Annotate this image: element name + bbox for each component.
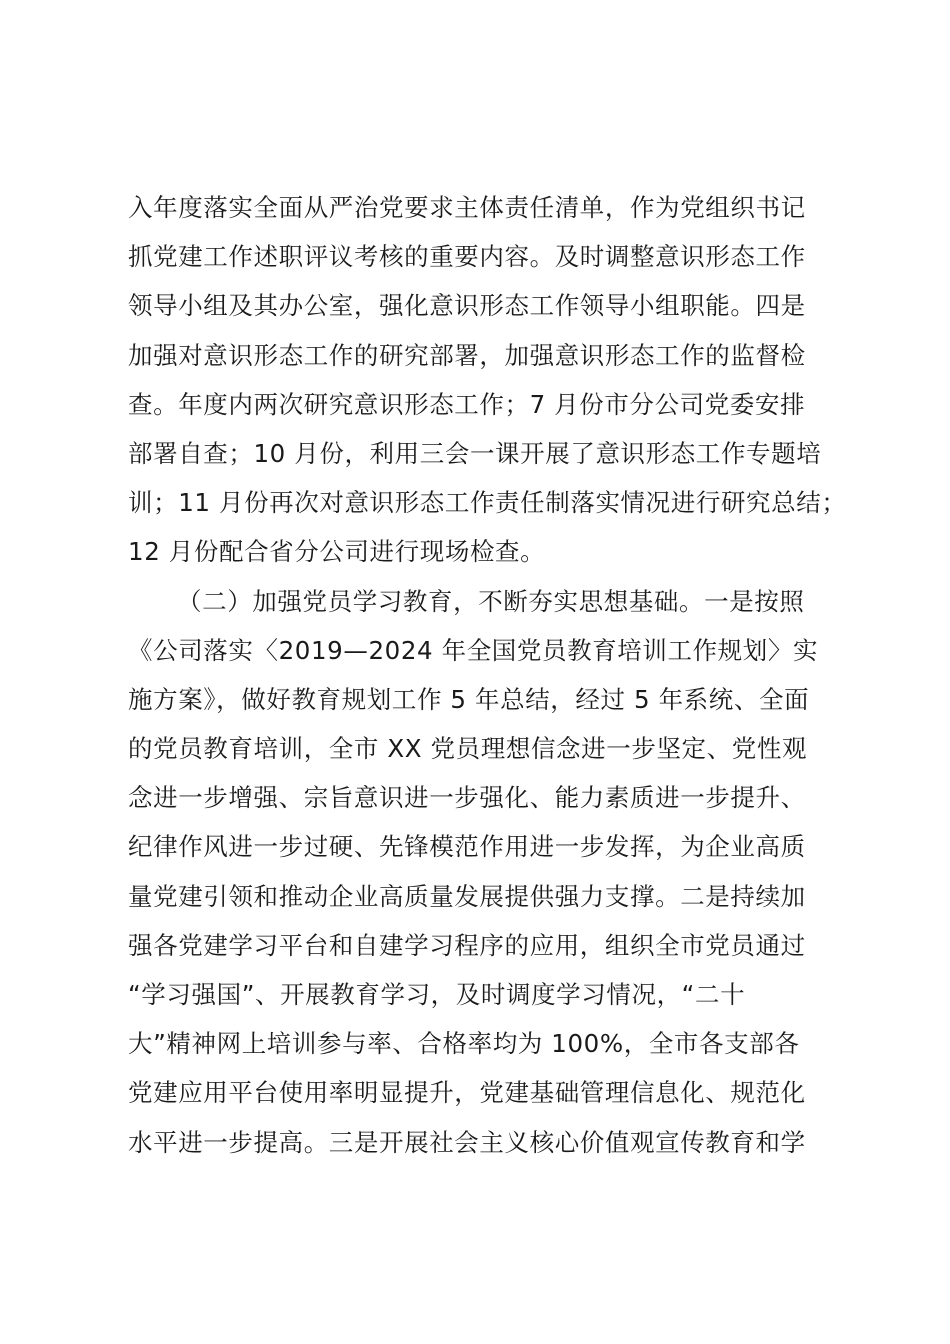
text-line: 入年度落实全面从严治党要求主体责任清单，作为党组织书记: [128, 193, 806, 222]
text-line: 念进一步增强、宗旨意识进一步强化、能力素质进一步提升、: [128, 783, 806, 813]
text-line: 水平进一步提高。三是开展社会主义核心价值观宣传教育和学: [128, 1127, 806, 1157]
text-line: 大”精神网上培训参与率、合格率均为 100%，全市各支部各: [128, 1029, 800, 1059]
text-line: 强各党建学习平台和自建学习程序的应用，组织全市党员通过: [128, 930, 806, 960]
text-line: 训；11 月份再次对意识形态工作责任制落实情况进行研究总结；: [128, 488, 847, 518]
text-line: 12 月份配合省分公司进行现场检查。: [128, 537, 546, 567]
text-line: 加强对意识形态工作的研究部署，加强意识形态工作的监督检: [128, 340, 806, 370]
text-line: “学习强国”、开展教育学习，及时调度学习情况，“二十: [128, 980, 746, 1009]
text-line: 的党员教育培训，全市 XX 党员理想信念进一步坚定、党性观: [128, 734, 808, 764]
body-text: [128, 183, 868, 1167]
text-line: 党建应用平台使用率明显提升，党建基础管理信息化、规范化: [128, 1078, 806, 1108]
text-line: 查。年度内两次研究意识形态工作；7 月份市分公司党委安排: [128, 389, 806, 419]
paragraph-heading-line: （二）加强党员学习教育，不断夯实思想基础。一是按照: [177, 586, 805, 616]
text-line: 纪律作风进一步过硬、先锋模范作用进一步发挥，为企业高质: [128, 832, 806, 862]
text-line: 领导小组及其办公室，强化意识形态工作领导小组职能。四是: [128, 291, 806, 321]
text-line: 量党建引领和推动企业高质量发展提供强力支撑。二是持续加: [128, 881, 806, 911]
text-line: 抓党建工作述职评议考核的重要内容。及时调整意识形态工作: [128, 242, 806, 272]
text-line: 《公司落实〈2019—2024 年全国党员教育培训工作规划〉实: [128, 635, 819, 665]
text-line: 施方案》，做好教育规划工作 5 年总结，经过 5 年系统、全面: [128, 684, 810, 714]
text-line: 部署自查；10 月份，利用三会一课开展了意识形态工作专题培: [128, 438, 822, 468]
